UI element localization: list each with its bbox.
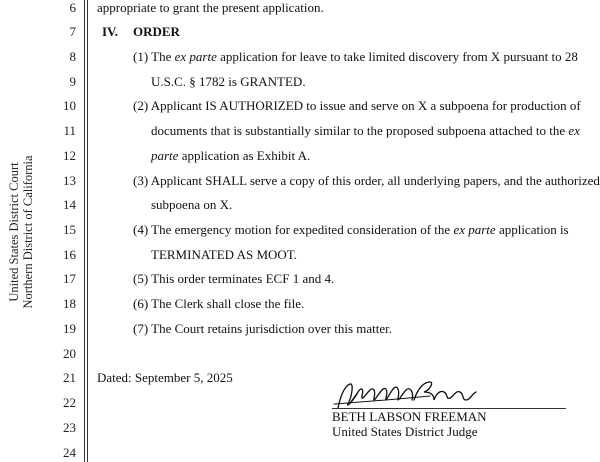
- body-text-line: appropriate to grant the present application.: [97, 0, 324, 15]
- line-number: 10: [63, 98, 76, 113]
- margin-rule-inner: [87, 0, 88, 462]
- line-number: 19: [63, 321, 76, 336]
- line-number: 22: [63, 395, 76, 410]
- line-number: 8: [69, 49, 76, 64]
- order-item-1-cont: U.S.C. § 1782 is GRANTED.: [151, 74, 306, 89]
- line-number: 6: [69, 0, 76, 15]
- order-item-1: (1) The ex parte application for leave to take limited discovery from X pursuant to 28: [133, 49, 578, 64]
- order-item-3-cont: subpoena on X.: [151, 197, 233, 212]
- court-name: United States District Court: [7, 162, 21, 302]
- line-number: 12: [63, 148, 76, 163]
- judge-title: United States District Judge: [332, 424, 478, 439]
- line-number: 11: [63, 123, 76, 138]
- order-item-4: (4) The emergency motion for expedited consideration of the ex parte application is: [133, 222, 569, 237]
- line-number: 21: [63, 370, 76, 385]
- dated-line: Dated: September 5, 2025: [97, 370, 233, 385]
- order-item-5: (5) This order terminates ECF 1 and 4.: [133, 271, 335, 286]
- line-number: 16: [63, 247, 76, 262]
- order-item-7: (7) The Court retains jurisdiction over this matter.: [133, 321, 392, 336]
- order-item-2-cont: documents that is substantially similar to the proposed subpoena attached to the ex: [151, 123, 580, 138]
- section-title: ORDER: [133, 24, 180, 39]
- line-number: 14: [63, 197, 76, 212]
- margin-rule-outer: [84, 0, 85, 462]
- line-number: 23: [63, 420, 76, 435]
- order-item-6: (6) The Clerk shall close the file.: [133, 296, 305, 311]
- line-number: 7: [69, 24, 76, 39]
- line-number: 20: [63, 346, 76, 361]
- line-number: 15: [63, 222, 76, 237]
- order-item-2: (2) Applicant IS AUTHORIZED to issue and serve on X a subpoena for production of: [133, 98, 581, 113]
- order-item-3: (3) Applicant SHALL serve a copy of this order, all underlying papers, and the authorized: [133, 173, 600, 188]
- line-number: 24: [63, 445, 76, 460]
- line-number: 17: [63, 271, 76, 286]
- line-number: 9: [69, 74, 76, 89]
- line-number: 13: [63, 173, 76, 188]
- section-number: IV.: [102, 24, 119, 39]
- order-item-2-cont2: parte application as Exhibit A.: [151, 148, 311, 163]
- court-district: Northern District of California: [21, 155, 35, 309]
- judge-name: BETH LABSON FREEMAN: [332, 409, 487, 424]
- order-item-4-cont: TERMINATED AS MOOT.: [151, 247, 298, 262]
- line-number: 18: [63, 296, 76, 311]
- court-margin-label: [7, 102, 35, 362]
